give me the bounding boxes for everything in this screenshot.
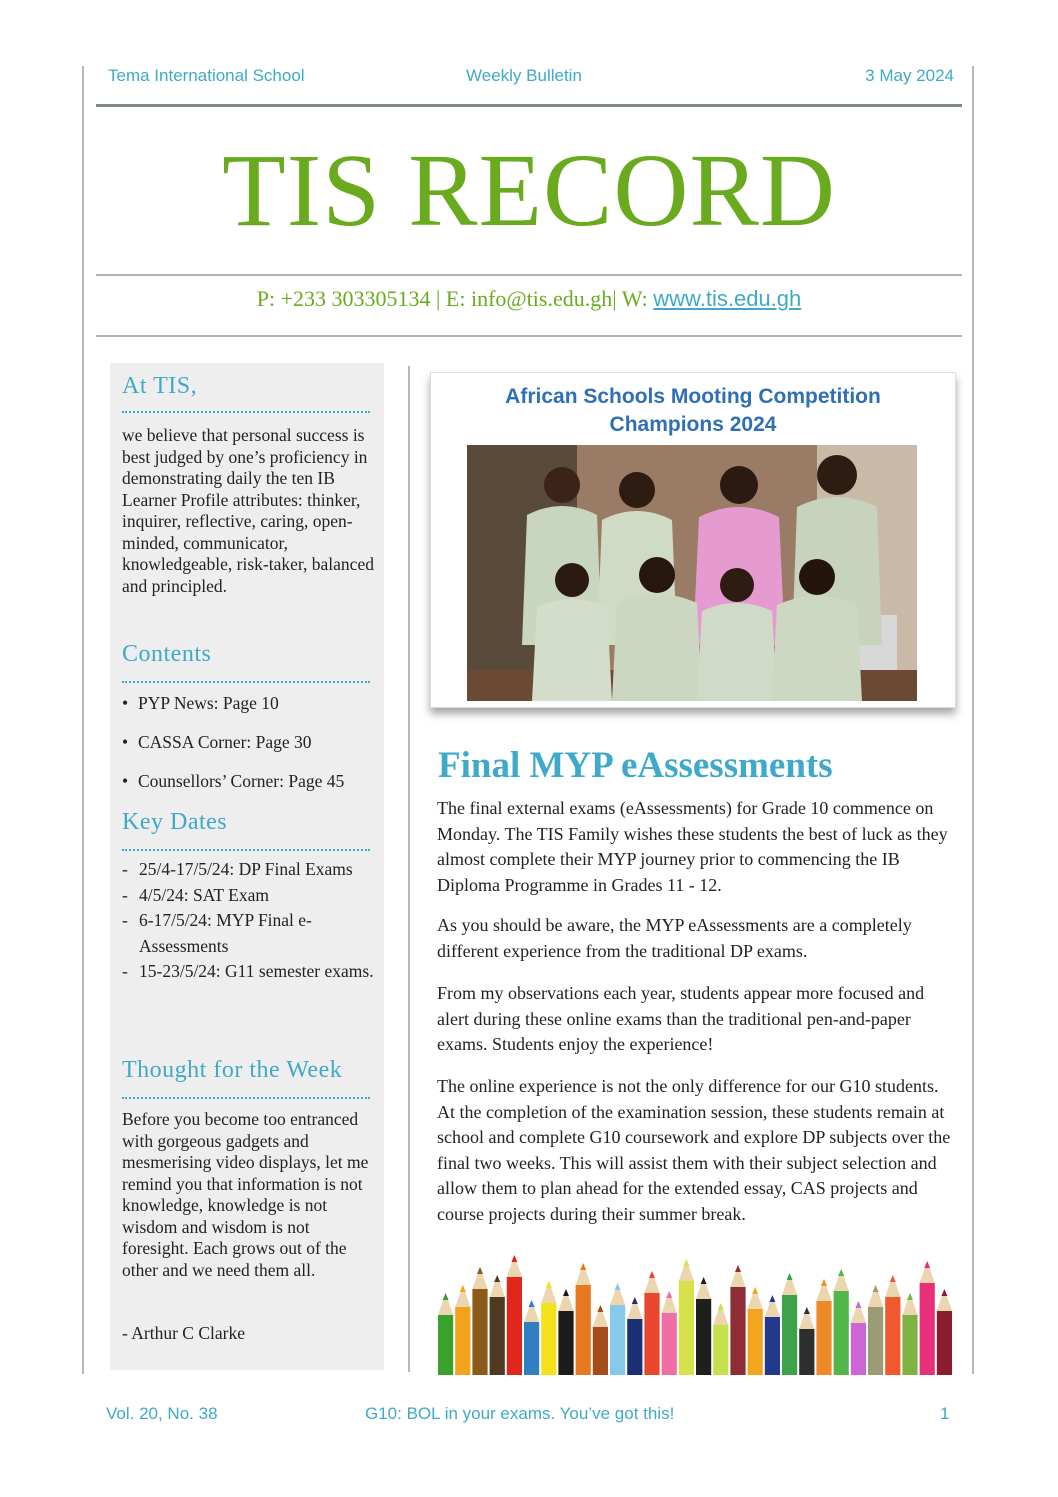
pencil (696, 1277, 711, 1375)
feature-photo-card (430, 372, 956, 708)
pencil (541, 1281, 556, 1375)
masthead-rule (96, 274, 962, 276)
pencil (455, 1285, 470, 1375)
pencil (765, 1295, 780, 1375)
dotted-rule (122, 1097, 370, 1099)
issue-date: 3 May 2024 (865, 66, 954, 85)
right-border (972, 66, 974, 1374)
at-tis-heading: At TIS, (122, 373, 198, 399)
header-rule (96, 104, 962, 107)
pencil (902, 1293, 917, 1375)
volume-number: Vol. 20, No. 38 (106, 1404, 218, 1423)
school-name: Tema International School (108, 66, 305, 85)
at-tis-text: we believe that personal success is best judged by one’s proficiency in demonstrating daily the ten IB Learner Profile attributes: thinker, inquirer, reflective, caring, open-minded, communicator, knowledgeable, risk-taker, balanced and principled. (122, 425, 374, 596)
contact-details: P: +233 303305134 | E: info@tis.edu.gh| W: (256, 286, 654, 311)
pencil (782, 1273, 797, 1375)
article-paragraph: The final external exams (eAssessments) for Grade 10 commence on Monday. The TIS Family wishes these students the best of luck as they almost complete their MYP journey prior to commencing the IB Diploma Programme in Grades 11 - 12. (437, 798, 948, 895)
list-item[interactable]: • CASSA Corner: Page 30 (122, 732, 312, 752)
pencil (851, 1301, 866, 1375)
website-link[interactable]: www.tis.edu.gh (653, 286, 802, 311)
pencil (816, 1279, 831, 1375)
list-item[interactable]: • Counsellors’ Corner: Page 45 (122, 771, 345, 791)
dotted-rule (122, 849, 370, 851)
header-bar (96, 60, 962, 92)
feature-title-line1: African Schools Mooting Competition (505, 385, 881, 408)
pencil (472, 1267, 487, 1375)
dotted-rule (122, 681, 370, 683)
article-paragraph: As you should be aware, the MYP eAssessments are a completely different experience from the traditional DP exams. (437, 915, 912, 961)
article-paragraph: From my observations each year, students appear more focused and alert during these online exams than the traditional pen-and-paper exams. Students enjoy the experience! (437, 983, 925, 1054)
pencil (920, 1261, 935, 1375)
pencil (593, 1305, 608, 1375)
pencil (644, 1271, 659, 1375)
contents-list (122, 693, 344, 810)
pencil (885, 1275, 900, 1375)
thought-heading: Thought for the Week (122, 1057, 343, 1083)
article-paragraph: The online experience is not the only difference for our G10 students. At the completion of the examination session, these students remain at school and complete G10 coursework and explore DP subjects over the final two weeks. This will assist them with their subject selection and allow them to plan ahead for the extended essay, CAS projects and course projects during their summer break. (437, 1076, 951, 1224)
article-title: Final MYP eAssessments (438, 745, 833, 786)
page-number: 1 (940, 1404, 950, 1423)
masthead-title: TIS RECORD (222, 133, 836, 248)
pencil (558, 1289, 573, 1375)
left-border (82, 66, 84, 1374)
feature-title-line2: Champions 2024 (609, 413, 777, 436)
dotted-rule (122, 411, 370, 413)
pencil (868, 1285, 883, 1375)
pencil (937, 1289, 952, 1375)
list-item: - 6-17/5/24: MYP Final e-Assessments (122, 910, 312, 956)
sidebar (110, 363, 384, 1370)
pencil (576, 1263, 591, 1375)
footer-message: G10: BOL in your exams. You’ve got this! (365, 1404, 675, 1423)
list-item: - 15-23/5/24: G11 semester exams. (122, 961, 374, 981)
publication-name: Weekly Bulletin (466, 66, 582, 85)
key-dates-heading: Key Dates (122, 809, 228, 835)
contact-rule (96, 335, 962, 337)
pencil (627, 1297, 642, 1375)
pencil (438, 1293, 453, 1375)
colored-pencils-illustration (437, 1245, 953, 1375)
pencil (834, 1269, 849, 1375)
list-item: - 25/4-17/5/24: DP Final Exams (122, 859, 353, 879)
key-dates-list (122, 857, 376, 985)
pencil (713, 1303, 728, 1375)
feature-title (431, 383, 955, 439)
contact-line (96, 286, 962, 312)
pencil (524, 1300, 539, 1375)
pencil (799, 1307, 814, 1375)
pencil (490, 1275, 505, 1375)
column-divider (408, 366, 410, 1372)
pencil (507, 1255, 522, 1375)
team-photo (467, 445, 917, 701)
thought-author: - Arthur C Clarke (122, 1323, 245, 1343)
pencil (662, 1291, 677, 1375)
thought-quote: Before you become too entranced with gorgeous gadgets and mesmerising video displays, let me remind you that information is not knowledge, knowledge is not wisdom and wisdom is not foresight. Each grows out of the other and we need them all. (122, 1109, 369, 1280)
contents-heading: Contents (122, 641, 212, 667)
pencil (610, 1283, 625, 1375)
pencil (679, 1259, 694, 1375)
list-item[interactable]: • PYP News: Page 10 (122, 693, 279, 713)
pencil (748, 1287, 763, 1375)
pencil (730, 1265, 745, 1375)
list-item: - 4/5/24: SAT Exam (122, 884, 269, 905)
